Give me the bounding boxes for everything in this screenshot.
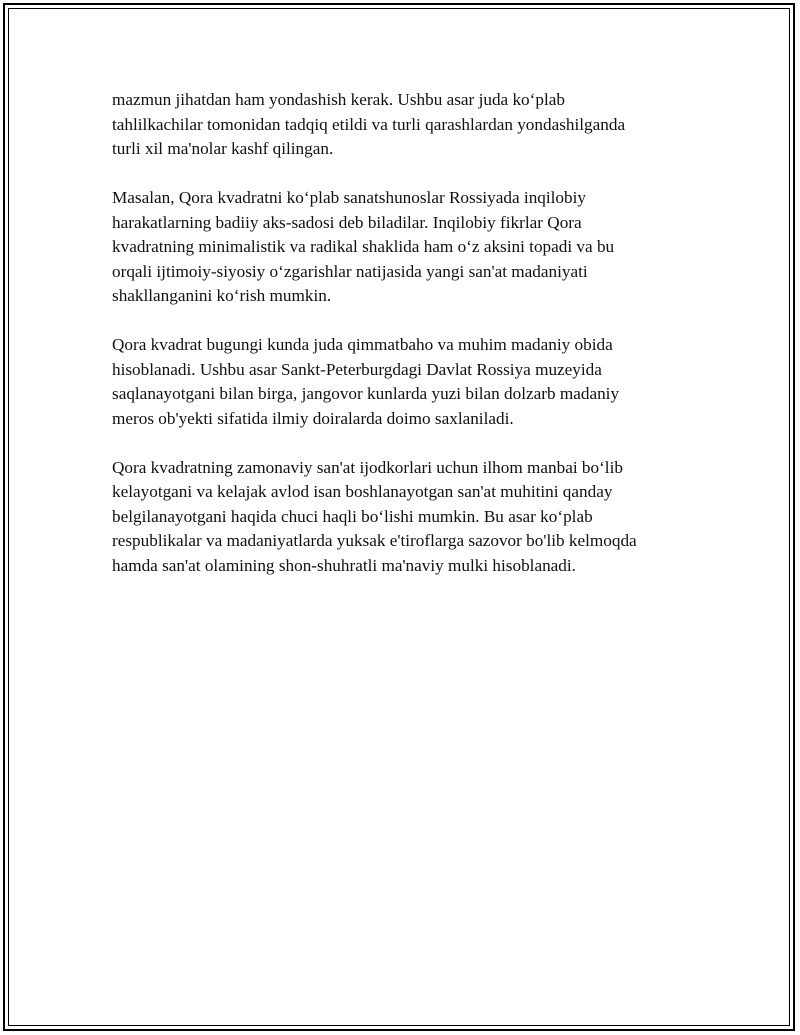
paragraph-3: Qora kvadrat bugungi kunda juda qimmatbaho va muhim madaniy obida hisoblanadi. Ushbu asar Sankt-Peterburgdagi Davlat Rossiya muzeyida saqlanayotgani bilan birga, jangovor kunlarda yuzi bilan dolzarb madaniy meros ob'yekti sifatida ilmiy doiralarda doimo saxlaniladi. (112, 335, 620, 428)
paragraph-4: Qora kvadratning zamonaviy san'at ijodkorlari uchun ilhom manbai bo‘lib kelayotgani va kelajak avlod isan boshlanayotgan san'at muhitini qanday belgilanayotgani haqida chuci haqli bo‘lishi mumkin. Bu asar ko‘plab respublikalar va madaniyatlarda yuksak e'tiroflarga sazovor bo'lib kelmoqda hamda san'at olamining shon-shuhratli ma'naviy mulki hisoblanadi. (112, 457, 637, 575)
paragraph-1: mazmun jihatdan ham yondashish kerak. Ushbu asar juda ko‘plab tahlilkachilar tomonidan tadqiq etildi va turli qarashlardan yondashilganda turli xil ma'nolar kashf qilingan. (112, 90, 626, 158)
paragraph-2: Masalan, Qora kvadratni ko‘plab sanatshunoslar Rossiyada inqilobiy harakatlarning badiiy aks-sadosi deb biladilar. Inqilobiy fikrlar Qora kvadratning minimalistik va radikal shaklida ham o‘z aksini topadi va bu orqali ijtimoiy-siyosiy o‘zgarishlar natijasida yangi san'at madaniyati shakllanganini ko‘rish mumkin. (112, 188, 615, 305)
document-body (112, 88, 692, 603)
